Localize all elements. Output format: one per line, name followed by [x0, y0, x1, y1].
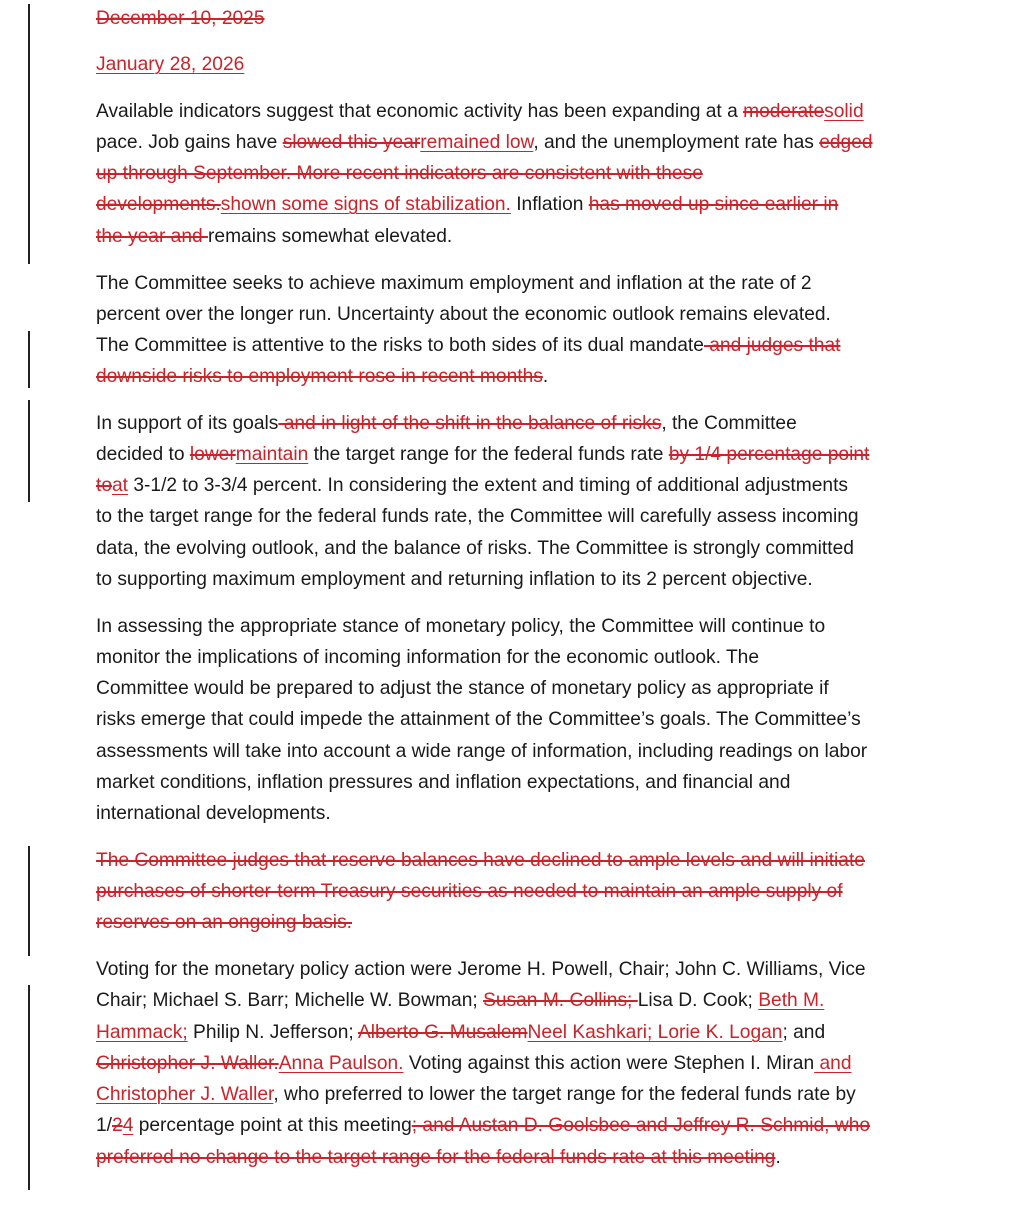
text-line [96, 673, 976, 704]
body-text: Voting for the monetary policy action were Jerome H. Powell, Chair; John C. Williams, Vice [96, 959, 866, 980]
text-line [96, 1017, 976, 1048]
deleted-text: Christopher J. Waller. [96, 1053, 279, 1074]
deleted-text: moderate [743, 101, 825, 122]
body-text: The Committee is attentive to the risks to both sides of its dual mandate [96, 335, 704, 356]
deleted-text: Alberto G. Musalem [357, 1022, 528, 1043]
text-line [96, 470, 976, 501]
text-line [96, 1110, 976, 1141]
body-text: remains somewhat elevated. [208, 226, 453, 247]
inserted-text: shown some signs of stabilization. [220, 194, 511, 215]
body-text: to the target range for the federal funds rate, the Committee will carefully assess incoming [96, 506, 859, 527]
inserted-text: solid [824, 101, 864, 122]
body-text: decided to [96, 444, 190, 465]
text-line [96, 564, 976, 595]
text-line [96, 1079, 976, 1110]
text-line [96, 96, 976, 127]
body-text: pace. Job gains have [96, 132, 283, 153]
change-bar-5 [28, 985, 30, 1190]
inserted-text: Beth M. [758, 990, 825, 1011]
deleted-text: edged [819, 132, 873, 153]
inserted-text: Anna Paulson. [278, 1053, 404, 1074]
deleted-text: reserves on an ongoing basis. [96, 912, 352, 933]
deleted-text: the year and [96, 226, 209, 247]
inserted-text: Neel Kashkari; Lorie K. Logan [527, 1022, 783, 1043]
change-bar-4 [28, 846, 30, 956]
text-line [96, 408, 976, 439]
change-bar-3 [28, 400, 30, 502]
deleted-text: Susan M. Collins; [483, 990, 638, 1011]
deleted-text: The Committee judges that reserve balances have declined to ample levels and will initiate [96, 850, 865, 871]
text-line [96, 533, 976, 564]
body-text: percent over the longer run. Uncertainty about the economic outlook remains elevated. [96, 304, 831, 325]
body-text: The Committee seeks to achieve maximum employment and inflation at the rate of 2 [96, 273, 812, 294]
body-text: Available indicators suggest that economic activity has been expanding at a [96, 101, 744, 122]
body-text: data, the evolving outlook, and the balance of risks. The Committee is strongly committed [96, 538, 854, 559]
body-text: 1/ [96, 1115, 113, 1136]
deleted-text: purchases of shorter-term Treasury securities as needed to maintain an ample supply of [96, 881, 843, 902]
text-line [96, 221, 976, 252]
deleted-text: to [96, 475, 113, 496]
text-line [96, 268, 976, 299]
deleted-text: downside risks to employment rose in recent months [96, 366, 543, 387]
inserted-text: Hammack; [96, 1022, 188, 1043]
body-text: , and the unemployment rate has [533, 132, 820, 153]
body-text: Philip N. Jefferson; [187, 1022, 358, 1043]
body-text: . [775, 1147, 781, 1168]
change-bar-1 [28, 4, 30, 264]
text-line [96, 611, 976, 642]
text-line [96, 954, 976, 985]
inserted-text: remained low [420, 132, 534, 153]
body-text: monitor the implications of incoming information for the economic outlook. The [96, 647, 760, 668]
text-line [96, 1142, 976, 1173]
body-text: Lisa D. Cook; [637, 990, 759, 1011]
text-line [96, 845, 976, 876]
body-text: to supporting maximum employment and returning inflation to its 2 percent objective. [96, 569, 813, 590]
text-line [96, 330, 976, 361]
body-text: market conditions, inflation pressures and inflation expectations, and financial and [96, 772, 791, 793]
text-line [96, 299, 976, 330]
text-line [96, 49, 976, 80]
body-text: risks emerge that could impede the attainment of the Committee’s goals. The Committee’s [96, 709, 861, 730]
text-line [96, 767, 976, 798]
body-text: In support of its goals [96, 413, 279, 434]
text-line [96, 3, 976, 34]
inserted-text: 4 [122, 1115, 134, 1136]
inserted-text: January 28, 2026 [96, 54, 245, 75]
deleted-text: and in light of the shift in the balance of risks [278, 413, 662, 434]
text-line [96, 876, 976, 907]
deleted-text: developments. [96, 194, 221, 215]
text-line [96, 501, 976, 532]
deleted-text: by 1/4 percentage point [668, 444, 870, 465]
text-line [96, 736, 976, 767]
deleted-text: has moved up since earlier in [588, 194, 839, 215]
inserted-text: and [814, 1053, 852, 1074]
body-text: Chair; Michael S. Barr; Michelle W. Bowman; [96, 990, 484, 1011]
body-text: assessments will take into account a wide range of information, including readings on labor [96, 741, 868, 762]
text-line [96, 704, 976, 735]
body-text: the target range for the federal funds rate [308, 444, 669, 465]
text-line [96, 1048, 976, 1079]
text-line [96, 985, 976, 1016]
text-line [96, 158, 976, 189]
text-line [96, 907, 976, 938]
deleted-text: December 10, 2025 [96, 8, 265, 29]
text-line [96, 798, 976, 829]
deleted-text: lower [189, 444, 236, 465]
body-text: , the Committee [661, 413, 797, 434]
body-text: percentage point at this meeting [133, 1115, 412, 1136]
deleted-text: preferred no change to the target range for the federal funds rate at this meeting [96, 1147, 776, 1168]
body-text: , who preferred to lower the target range for the federal funds rate by [273, 1084, 856, 1105]
body-text: international developments. [96, 803, 331, 824]
text-line [96, 189, 976, 220]
body-text: Committee would be prepared to adjust the stance of monetary policy as appropriate if [96, 678, 829, 699]
text-line [96, 361, 976, 392]
deleted-text: ; and Austan D. Goolsbee and Jeffrey R. Schmid, who [411, 1115, 871, 1136]
body-text: Inflation [510, 194, 589, 215]
change-bar-2 [28, 331, 30, 388]
inserted-text: at [112, 475, 129, 496]
text-line [96, 642, 976, 673]
text-line [96, 127, 976, 158]
body-text: In assessing the appropriate stance of monetary policy, the Committee will continue to [96, 616, 826, 637]
inserted-text: maintain [235, 444, 309, 465]
body-text: ; and [782, 1022, 826, 1043]
deleted-text: slowed this year [282, 132, 421, 153]
text-line [96, 439, 976, 470]
inserted-text: Christopher J. Waller [96, 1084, 274, 1105]
deleted-text: and judges that [703, 335, 841, 356]
deleted-text: up through September. More recent indicators are consistent with these [96, 163, 703, 184]
body-text: 3-1/2 to 3-3/4 percent. In considering the extent and timing of additional adjustments [128, 475, 849, 496]
body-text: . [542, 366, 549, 387]
deleted-text: 2 [112, 1115, 123, 1136]
body-text: Voting against this action were Stephen I. Miran [403, 1053, 815, 1074]
